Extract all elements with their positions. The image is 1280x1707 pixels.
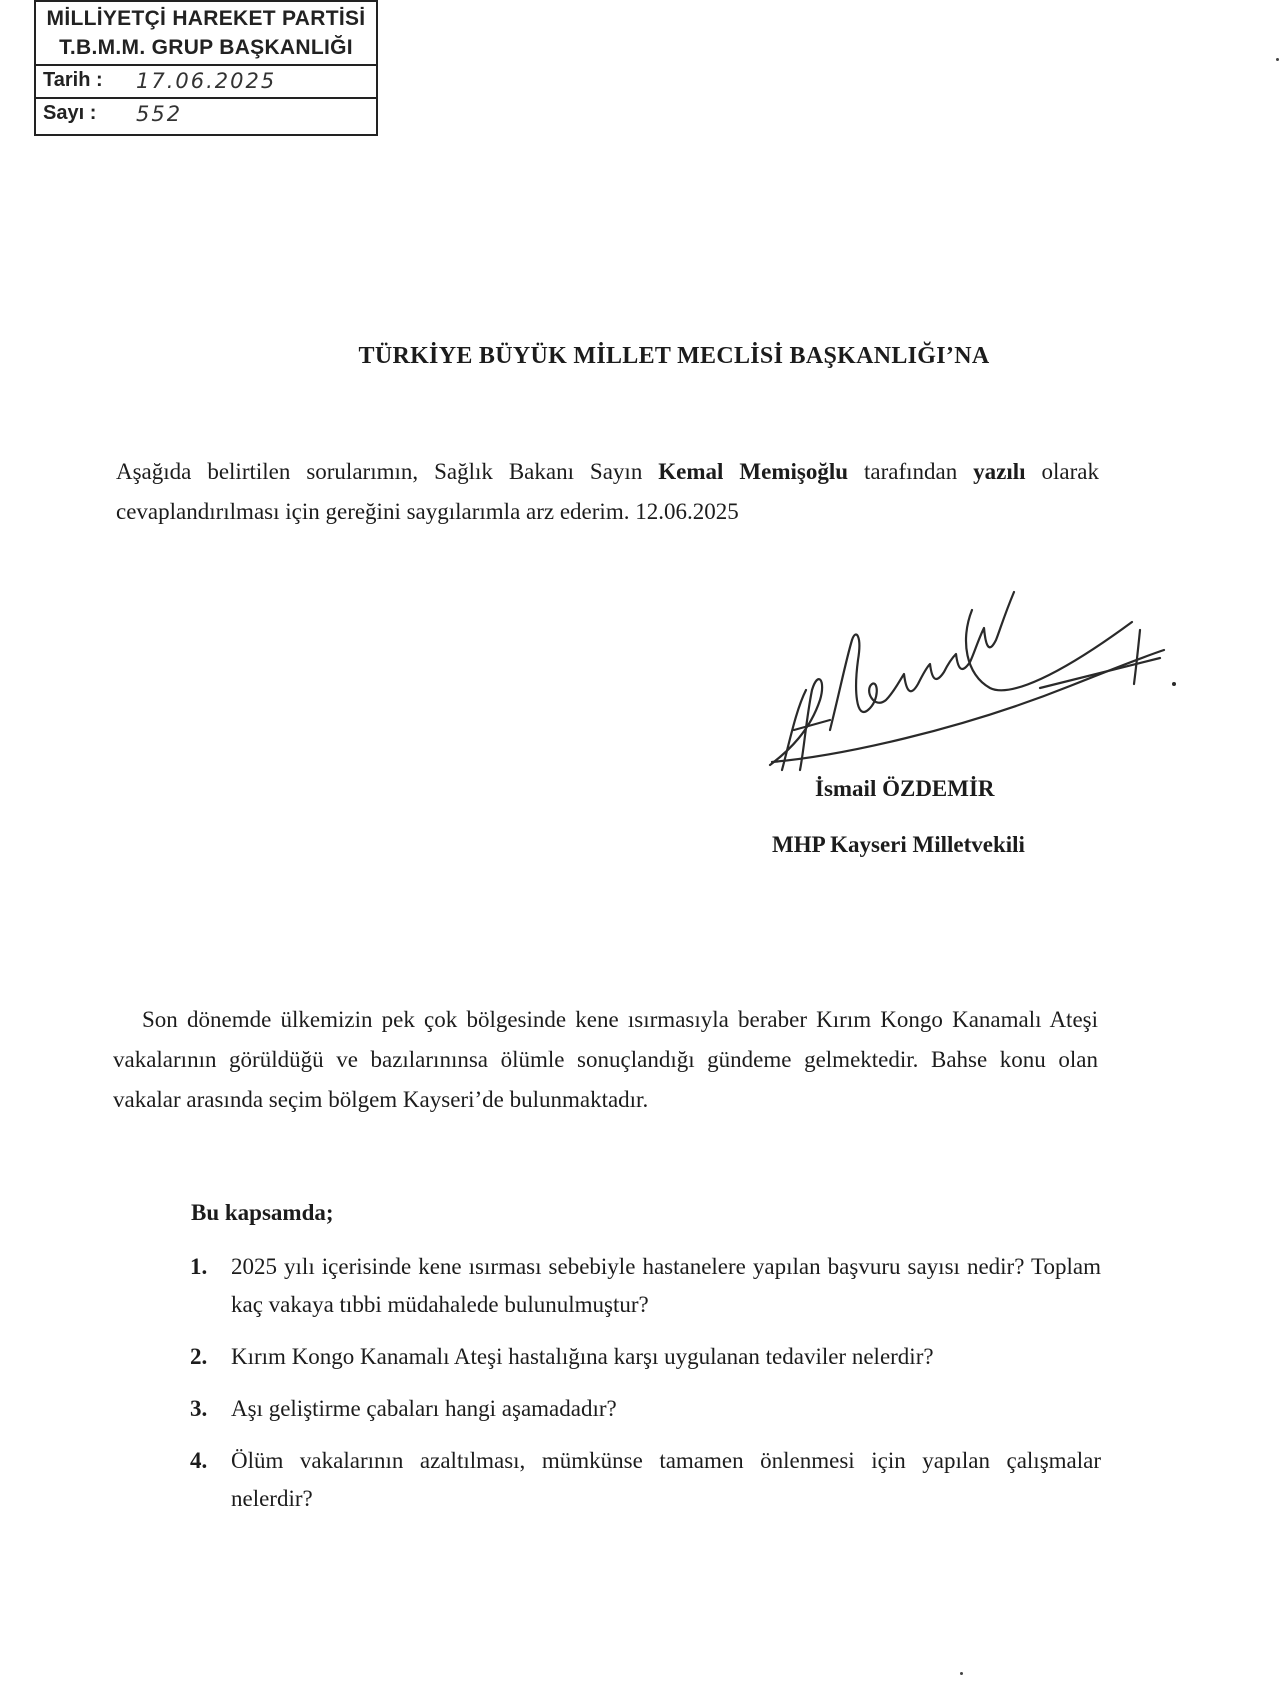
question-item [186, 1248, 1101, 1324]
scan-speck [1276, 58, 1279, 61]
question-number: 1. [190, 1254, 208, 1279]
question-text: Ölüm vakalarının azaltılması, mümkünse tamamen önlenmesi için yapılan çalışmalar nelerdir? [231, 1448, 1101, 1511]
intro-text-2: tarafından [848, 459, 974, 484]
minister-name: Kemal Memişoğlu [658, 459, 849, 484]
question-number: 2. [190, 1344, 208, 1369]
question-number: 3. [190, 1396, 208, 1421]
scan-speck [960, 1672, 963, 1675]
handwritten-signature [760, 580, 1180, 790]
registry-stamp [34, 0, 378, 136]
stamp-org-line2: T.B.M.M. GRUP BAŞKANLIĞI [59, 36, 353, 59]
stamp-number-label: Sayı : [43, 102, 97, 124]
stamp-date-row [36, 64, 376, 97]
questions-list [186, 1248, 1101, 1532]
stamp-date-label: Tarih : [43, 69, 103, 91]
signatory-name: İsmail ÖZDEMİR [815, 776, 995, 801]
question-text: 2025 yılı içerisinde kene ısırması sebebiyle hastanelere yapılan başvuru sayısı nedir? Toplam kaç vakaya tıbbi müdahalede bulunulmuştur? [231, 1254, 1101, 1317]
question-text: Aşı geliştirme çabaları hangi aşamadadır? [231, 1396, 617, 1421]
question-text: Kırım Kongo Kanamalı Ateşi hastalığına karşı uygulanan tedaviler nelerdir? [231, 1344, 934, 1369]
stamp-org-line1: MİLLİYETÇİ HAREKET PARTİSİ [46, 7, 366, 30]
intro-text-1: Aşağıda belirtilen sorularımın, Sağlık Bakanı Sayın [116, 459, 659, 484]
question-item [186, 1390, 1101, 1428]
document-title: TÜRKİYE BÜYÜK MİLLET MECLİSİ BAŞKANLIĞI’NA [358, 343, 990, 369]
written-keyword: yazılı [973, 459, 1026, 484]
stamp-date-value: 17.06.2025 [136, 69, 277, 93]
body-paragraph: Son dönemde ülkemizin pek çok bölgesinde kene ısırmasıyla beraber Kırım Kongo Kanamalı Ateşi vakalarının görüldüğü ve bazılarınınsa ölümle sonuçlandığı gündeme gelmektedir. Bahse konu olan vakalar arasında seçim bölgem Kayseri’de bulunmaktadır. [113, 1007, 1098, 1112]
intro-paragraph [116, 452, 1099, 532]
question-number: 4. [190, 1448, 208, 1473]
intro-text-3: olarak cevaplandırılması için gereğini saygılarımla arz ederim. 12.06.2025 [116, 459, 1099, 524]
stamp-number-value: 552 [136, 102, 183, 126]
signatory-title: MHP Kayseri Milletvekili [772, 832, 1025, 857]
stamp-organization [36, 2, 376, 62]
question-item [186, 1442, 1101, 1518]
stamp-number-row [36, 97, 376, 136]
question-item [186, 1338, 1101, 1376]
questions-lead: Bu kapsamda; [191, 1200, 334, 1225]
